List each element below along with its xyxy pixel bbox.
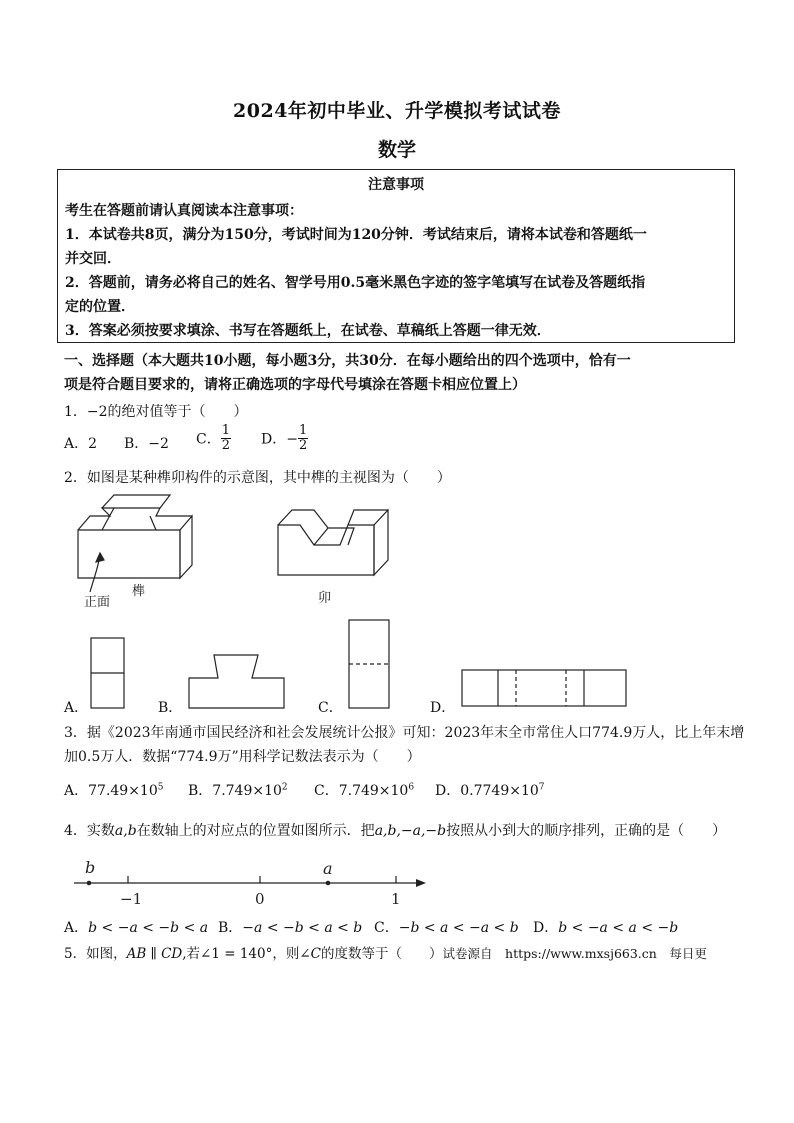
mortise-front-face: [278, 525, 374, 575]
notice-heading: 注意事项: [368, 177, 424, 193]
q1-stem: 1．−2的绝对值等于（ ）: [64, 404, 248, 420]
tick-label-neg1: −1: [120, 890, 143, 908]
tenon-slope-left: [102, 508, 114, 530]
front-pointer-arrowhead: [96, 553, 104, 562]
watermark-text: 试卷源自 https://www.mxsj663.cn 每日更: [442, 946, 707, 961]
q5-stem-math: AB ∥ CD: [126, 946, 183, 962]
label-a: a: [323, 859, 333, 878]
q5-stem: [64, 942, 707, 962]
q5-stem-suffix: 的度数等于（ ）: [321, 946, 443, 962]
q1-option-d: [261, 424, 308, 453]
q4-option-d: [533, 917, 678, 937]
q3-c-exponent: 6: [408, 782, 415, 793]
tenon-top-back: [102, 495, 170, 508]
q1-option-b: B．−2: [124, 436, 169, 452]
section1-line-2: 项是符合题目要求的，请将正确选项的字母代号填涂在答题卡相应位置上）: [64, 377, 526, 393]
q4-a-label: A．: [64, 920, 89, 936]
q1-option-d-fraction: [298, 424, 308, 453]
q2-option-c: C．: [318, 700, 343, 716]
notice-intro: 考生在答题前请认真阅读本注意事项：: [65, 203, 303, 219]
option-c-shape: [349, 620, 389, 708]
mortise-label: 卯: [318, 591, 332, 606]
q1-option-c-fraction: [221, 424, 231, 453]
q2-option-b: B．: [158, 700, 183, 716]
tenon-label: 榫: [132, 584, 146, 599]
q4-option-c: [374, 917, 519, 937]
q5-stem-c: C: [310, 946, 322, 962]
subject-title: 数学: [377, 139, 416, 161]
tenon-figure: [78, 495, 192, 592]
mortise-top-right: [348, 510, 388, 525]
q4-b-label: B．: [218, 920, 243, 936]
q1-option-c: [196, 424, 231, 453]
mortise-top-left: [278, 510, 328, 545]
q4-option-a: [64, 917, 208, 937]
front-label: 正面: [84, 595, 111, 610]
option-b-shape: [189, 655, 284, 708]
tick-label-1: 1: [391, 890, 401, 908]
q3-c-label: C．: [314, 783, 339, 799]
q2-figures: [60, 490, 720, 720]
exam-title: 2024年初中毕业、升学模拟考试试卷: [233, 100, 561, 122]
q2-stem: 2．如图是某种榫卯构件的示意图，其中榫的主视图为（ ）: [64, 470, 451, 486]
mortise-figure: [278, 510, 388, 575]
mortise-right-face: [374, 510, 388, 575]
point-b: [87, 881, 92, 886]
notice-item-2-line-1: 2．答题前，请务必将自己的姓名、智学号用0.5毫米黑色字迹的签字笔填写在试卷及答题纸指: [65, 275, 646, 291]
q3-option-b: [188, 780, 288, 800]
q3-a-base: 77.49×10: [88, 783, 158, 799]
q5-stem-prefix: 5．如图，: [64, 946, 127, 962]
q3-option-d: [435, 780, 545, 800]
q3-b-exponent: 2: [281, 782, 288, 793]
q4-stem-suffix: 按照从小到大的顺序排列，正确的是（ ）: [446, 823, 727, 839]
q3-option-a: [64, 780, 163, 800]
number-line-arrowhead: [416, 879, 426, 887]
notice-item-1-line-2: 并交回．: [65, 251, 121, 267]
q4-option-b: [218, 917, 362, 937]
q3-stem-line-2: 加0.5万人．数据“774.9万”用科学记数法表示为（ ）: [64, 749, 421, 765]
q1-c-numerator: 1: [221, 423, 230, 438]
q4-stem-vars-1: a,b: [114, 823, 137, 839]
q1-d-denominator: 2: [298, 438, 308, 453]
q1-option-c-label: C．: [196, 431, 221, 448]
q3-d-base: 0.7749×10: [460, 783, 539, 799]
option-d-shape: [462, 670, 626, 706]
notice-item-1-line-1: 1．本试卷共8页，满分为150分，考试时间为120分钟．考试结束后，请将本试卷和答题纸一: [65, 227, 647, 243]
q3-b-label: B．: [188, 783, 213, 799]
tenon-front-face: [78, 530, 180, 578]
q4-stem-mid: 在数轴上的对应点的位置如图所示．把: [136, 823, 375, 839]
notice-item-2-line-2: 定的位置．: [65, 299, 135, 315]
q3-d-label: D．: [435, 783, 461, 799]
tenon-slope-right: [150, 516, 156, 530]
tick-label-0: 0: [255, 890, 265, 908]
q4-stem-vars-2: a,b,−a,−b: [374, 823, 447, 839]
tenon-top-edges: [78, 508, 192, 530]
tenon-right-face: [180, 516, 192, 578]
q5-stem-mid: ,若∠1 = 140°，则∠: [182, 946, 311, 962]
q3-option-c: [314, 780, 414, 800]
q4-a-expr: b < −a < −b < a: [88, 920, 209, 936]
q4-c-label: C．: [374, 920, 399, 936]
q4-d-label: D．: [533, 920, 559, 936]
q3-b-base: 7.749×10: [212, 783, 282, 799]
notice-box: [57, 169, 735, 343]
label-b: b: [85, 858, 96, 877]
q2-option-d: D．: [430, 700, 456, 716]
q3-d-exponent: 7: [538, 782, 545, 793]
q4-stem-prefix: 4．实数: [64, 823, 115, 839]
q1-c-denominator: 2: [221, 438, 230, 453]
q3-a-exponent: 5: [157, 782, 164, 793]
q2-option-a: A．: [64, 700, 89, 716]
notice-item-3: 3．答案必须按要求填涂、书写在答题纸上，在试卷、草稿纸上答题一律无效．: [65, 323, 551, 339]
q4-d-expr: b < −a < a < −b: [558, 920, 679, 936]
section1-line-1: 一、选择题（本大题共10小题，每小题3分，共30分．在每小题给出的四个选项中，恰有一: [64, 353, 631, 369]
number-line-figure: [70, 855, 440, 910]
q3-stem-line-1: 3．据《2023年南通市国民经济和社会发展统计公报》可知：2023年末全市常住人口774.9万人，比上年末增: [64, 725, 745, 741]
q3-c-base: 7.749×10: [338, 783, 409, 799]
q1-d-numerator: 1: [298, 423, 308, 438]
q3-a-label: A．: [64, 783, 89, 799]
q1-option-d-label: D．−: [261, 431, 298, 448]
point-a: [326, 881, 331, 886]
q4-stem: [64, 820, 726, 840]
q4-c-expr: −b < a < −a < b: [398, 920, 519, 936]
q1-option-a: A．2: [64, 436, 98, 452]
q4-b-expr: −a < −b < a < b: [242, 920, 363, 936]
